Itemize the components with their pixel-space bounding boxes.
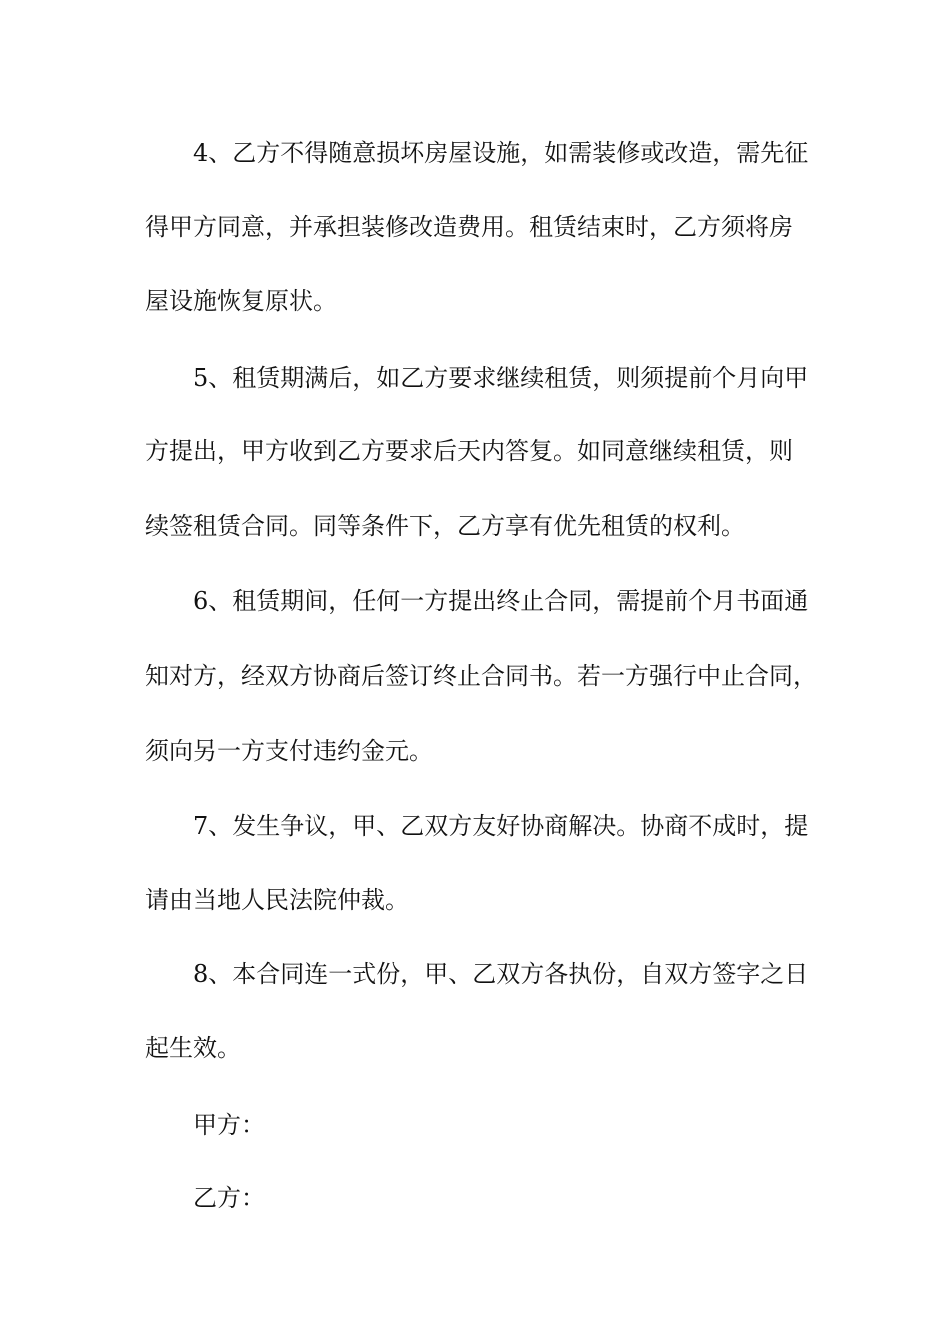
party-b-signature-label: 乙方：	[193, 1184, 265, 1212]
clause-6-line-1: 6、租赁期间，任何一方提出终止合同，需提前个月书面通	[193, 587, 809, 615]
clause-6-line-3: 须向另一方支付违约金元。	[145, 737, 433, 765]
clause-6-line-2: 知对方，经双方协商后签订终止合同书。若一方强行中止合同，	[145, 662, 817, 690]
clause-5-line-2: 方提出，甲方收到乙方要求后天内答复。如同意继续租赁，则	[145, 437, 793, 465]
party-a-signature-label: 甲方：	[193, 1111, 265, 1139]
clause-4-line-3: 屋设施恢复原状。	[145, 287, 337, 315]
clause-4-line-1: 4、乙方不得随意损坏房屋设施，如需装修或改造，需先征	[193, 139, 809, 167]
clause-5-line-1: 5、租赁期满后，如乙方要求继续租赁，则须提前个月向甲	[193, 364, 809, 392]
clause-8-line-1: 8、本合同连一式份，甲、乙双方各执份，自双方签字之日	[193, 960, 809, 988]
clause-8-line-2: 起生效。	[145, 1034, 241, 1062]
clause-7-line-1: 7、发生争议，甲、乙双方友好协商解决。协商不成时，提	[193, 812, 809, 840]
clause-4-line-2: 得甲方同意，并承担装修改造费用。租赁结束时，乙方须将房	[145, 213, 793, 241]
clause-7-line-2: 请由当地人民法院仲裁。	[145, 886, 409, 914]
clause-5-line-3: 续签租赁合同。同等条件下，乙方享有优先租赁的权利。	[145, 512, 745, 540]
